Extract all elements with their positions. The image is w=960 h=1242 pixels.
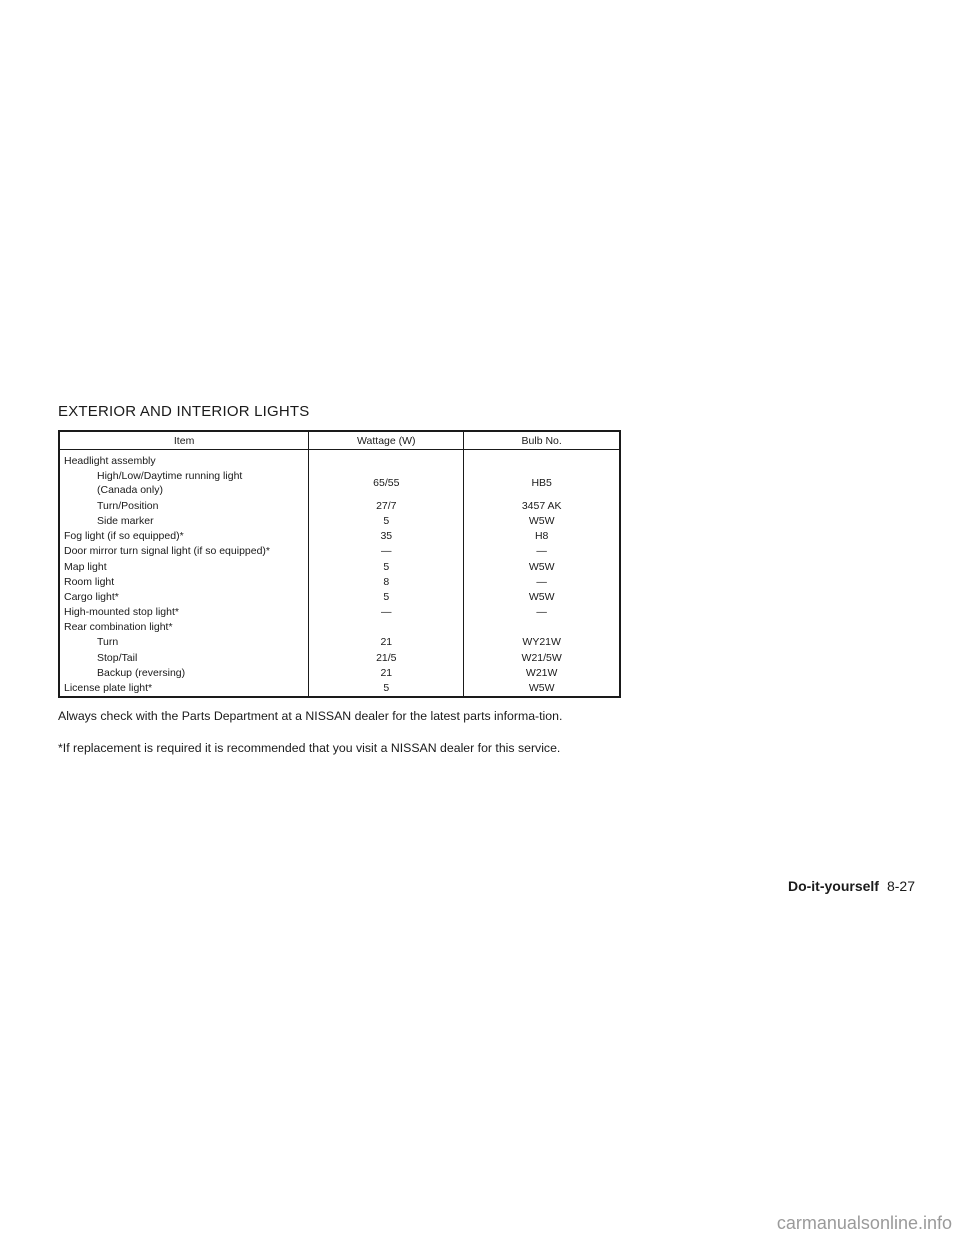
row-bulb: W5W <box>464 680 620 696</box>
row-bulb: W5W <box>464 559 620 574</box>
table-row <box>59 498 620 513</box>
bulb-spec-table <box>58 430 621 698</box>
row-bulb: — <box>464 544 620 559</box>
table-row <box>59 635 620 650</box>
row-wattage: 5 <box>309 559 464 574</box>
row-item: Door mirror turn signal light (if so equipped)* <box>59 544 309 559</box>
row-item: Turn/Position <box>59 498 309 513</box>
table-header-row <box>59 431 620 450</box>
table-row <box>59 680 620 696</box>
row-bulb: W21/5W <box>464 650 620 665</box>
row-wattage: 8 <box>309 574 464 589</box>
row-wattage: — <box>309 605 464 620</box>
parts-department-note: Always check with the Parts Department at a NISSAN dealer for the latest parts informa-tion. <box>58 709 563 723</box>
row-wattage <box>309 620 464 635</box>
row-item: Backup (reversing) <box>59 665 309 680</box>
table-row <box>59 529 620 544</box>
row-bulb: W5W <box>464 589 620 604</box>
row-wattage: 5 <box>309 680 464 696</box>
row-bulb: W5W <box>464 513 620 528</box>
row-wattage: 5 <box>309 513 464 528</box>
row-item: Rear combination light* <box>59 620 309 635</box>
row-item: Turn <box>59 635 309 650</box>
row-bulb: 3457 AK <box>464 498 620 513</box>
row-item: Room light <box>59 574 309 589</box>
row-item: Side marker <box>59 513 309 528</box>
row-item <box>59 468 309 498</box>
header-wattage: Wattage (W) <box>309 431 464 450</box>
row-wattage: 21 <box>309 665 464 680</box>
row-item-line1: High/Low/Daytime running light <box>97 470 243 483</box>
row-item: High-mounted stop light* <box>59 605 309 620</box>
header-item: Item <box>59 431 309 450</box>
row-bulb: WY21W <box>464 635 620 650</box>
row-wattage: 65/55 <box>309 468 464 498</box>
row-item: Headlight assembly <box>59 450 309 469</box>
table-row <box>59 620 620 635</box>
table-row <box>59 605 620 620</box>
row-bulb: HB5 <box>464 468 620 498</box>
row-wattage: 21 <box>309 635 464 650</box>
row-bulb: — <box>464 605 620 620</box>
row-wattage: — <box>309 544 464 559</box>
row-wattage: 5 <box>309 589 464 604</box>
row-wattage: 35 <box>309 529 464 544</box>
row-bulb: W21W <box>464 665 620 680</box>
row-item: Fog light (if so equipped)* <box>59 529 309 544</box>
row-item: License plate light* <box>59 680 309 696</box>
table-row <box>59 650 620 665</box>
chapter-name: Do-it-yourself <box>787 878 879 894</box>
table-row <box>59 513 620 528</box>
table-row <box>59 450 620 469</box>
section-title: EXTERIOR AND INTERIOR LIGHTS <box>58 403 310 420</box>
row-wattage: 27/7 <box>309 498 464 513</box>
table-row <box>59 544 620 559</box>
watermark: carmanualsonline.info <box>776 1213 952 1233</box>
table-row <box>59 589 620 604</box>
row-bulb <box>464 620 620 635</box>
row-wattage: 21/5 <box>309 650 464 665</box>
table-row <box>59 574 620 589</box>
row-bulb <box>464 450 620 469</box>
table-row <box>59 468 620 498</box>
row-bulb: — <box>464 574 620 589</box>
replacement-footnote: *If replacement is required it is recommended that you visit a NISSAN dealer for this service. <box>58 741 561 755</box>
row-item-line2: (Canada only) <box>97 484 163 497</box>
row-wattage <box>309 450 464 469</box>
row-bulb: H8 <box>464 529 620 544</box>
table-row <box>59 559 620 574</box>
row-item: Cargo light* <box>59 589 309 604</box>
table-row <box>59 665 620 680</box>
header-bulb-no: Bulb No. <box>464 431 620 450</box>
page-number: 8-27 <box>886 878 915 894</box>
page-footer <box>788 878 915 894</box>
row-item: Map light <box>59 559 309 574</box>
row-item: Stop/Tail <box>59 650 309 665</box>
